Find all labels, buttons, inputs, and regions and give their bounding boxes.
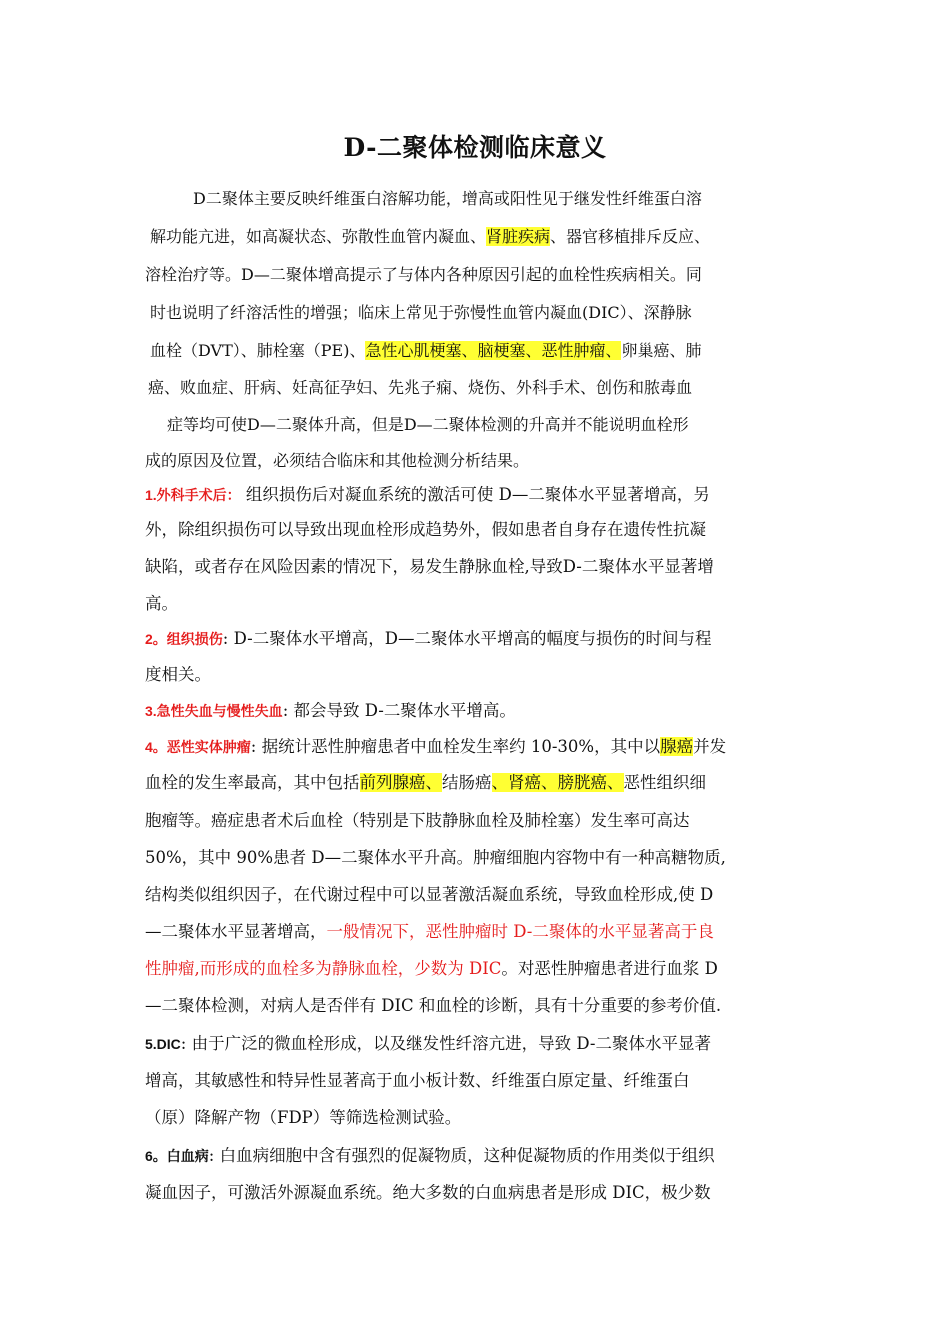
red-emphasis-2: 性肿瘤,而形成的血栓多为静脉血栓，少数为 DIC — [145, 959, 502, 978]
highlight-prostate-cancer: 前列腺癌、 — [359, 773, 442, 792]
section-1-line-3: 缺陷，或者存在风险因素的情况下，易发生静脉血栓,导致D-二聚体水平显著增 — [145, 557, 714, 576]
section-4-line-5: 结构类似组织因子，在代谢过程中可以显著激活凝血系统，导致血栓形成,使 D — [145, 885, 714, 904]
section-3-label: 3.急性失血与慢性失血 — [145, 703, 283, 719]
section-6-line-2: 凝血因子，可激活外源凝血系统。绝大多数的白血病患者是形成 DIC，极少数 — [145, 1183, 711, 1202]
intro-line-8: 成的原因及位置，必须结合临床和其他检测分析结果。 — [145, 451, 530, 470]
section-5-line-3: （原）降解产物（FDP）等筛选检测试验。 — [145, 1108, 462, 1127]
intro-line-1: D二聚体主要反映纤维蛋白溶解功能，增高或阳性见于继发性纤维蛋白溶 — [193, 189, 702, 208]
section-4-line-4: 50%，其中 90%患者 D—二聚体水平升高。肿瘤细胞内容物中有一种高糖物质, — [145, 848, 726, 867]
section-4-line-6: —二聚体水平显著增高，一般情况下，恶性肿瘤时 D-二聚体的水平显著高于良 — [145, 922, 714, 941]
intro-line-5: 血栓（DVT）、肺栓塞（PE)、急性心肌梗塞、脑梗塞、恶性肿瘤、卵巢癌、肺 — [150, 341, 702, 360]
intro-line-4: 时也说明了纤溶活性的增强；临床上常见于弥慢性血管内凝血(DIC）、深静脉 — [150, 303, 692, 322]
section-6-line-1: 6。白血病: 白血病细胞中含有强烈的促凝物质，这种促凝物质的作用类似于组织 — [145, 1146, 715, 1165]
section-4-label: 4。恶性实体肿瘤 — [145, 739, 251, 755]
section-5-label: 5.DIC — [145, 1036, 181, 1052]
section-1-label: 1.外科手术后： — [145, 487, 241, 503]
section-5-line-2: 增高，其敏感性和特异性显著高于血小板计数、纤维蛋白原定量、纤维蛋白 — [145, 1071, 690, 1090]
section-4-line-2: 血栓的发生率最高，其中包括前列腺癌、结肠癌、肾癌、膀胱癌、恶性组织细 — [145, 773, 706, 792]
highlight-diseases: 急性心肌梗塞、脑梗塞、恶性肿瘤、 — [365, 341, 622, 360]
section-4-line-1: 4。恶性实体肿瘤: 据统计恶性肿瘤患者中血栓发生率约 10-30%，其中以腺癌并发 — [145, 737, 727, 756]
section-2-line-2: 度相关。 — [145, 665, 211, 684]
section-6-label: 6。白血病 — [145, 1148, 209, 1164]
intro-line-3: 溶栓治疗等。D—二聚体增高提示了与体内各种原因引起的血栓性疾病相关。同 — [145, 265, 702, 284]
intro-line-2: 解功能亢进，如高凝状态、弥散性血管内凝血、肾脏疾病、器官移植排斥反应、 — [150, 227, 711, 246]
section-1-line-4: 高。 — [145, 594, 178, 613]
section-4-line-8: —二聚体检测，对病人是否伴有 DIC 和血栓的诊断，具有十分重要的参考价值. — [145, 996, 722, 1015]
section-4-line-3: 胞瘤等。癌症患者术后血栓（特别是下肢静脉血栓及肺栓塞）发生率可高达 — [145, 811, 690, 830]
section-2-line-1: 2。组织损伤: D-二聚体水平增高，D—二聚体水平增高的幅度与损伤的时间与程 — [145, 629, 712, 648]
section-3-line-1: 3.急性失血与慢性失血: 都会导致 D-二聚体水平增高。 — [145, 701, 516, 720]
section-1-line-2: 外，除组织损伤可以导致出现血栓形成趋势外，假如患者自身存在遗传性抗凝 — [145, 520, 706, 539]
highlight-kidney-disease: 肾脏疾病 — [486, 227, 551, 246]
section-4-line-7: 性肿瘤,而形成的血栓多为静脉血栓，少数为 DIC。对恶性肿瘤患者进行血浆 D — [145, 959, 718, 978]
intro-line-6: 癌、败血症、肝病、妊高征孕妇、先兆子痫、烧伤、外科手术、创伤和脓毒血 — [148, 378, 693, 397]
highlight-kidney-bladder-cancer: 、肾癌、膀胱癌、 — [491, 773, 624, 792]
document-title: D-二聚体检测临床意义 — [343, 133, 607, 162]
highlight-adenocarcinoma: 腺癌 — [660, 737, 694, 756]
section-5-line-1: 5.DIC: 由于广泛的微血栓形成，以及继发性纤溶亢进，导致 D-二聚体水平显著 — [145, 1034, 711, 1053]
section-2-label: 2。组织损伤 — [145, 631, 223, 647]
intro-line-7: 症等均可使D—二聚体升高，但是D—二聚体检测的升高并不能说明血栓形 — [167, 415, 689, 434]
section-1-line-1: 1.外科手术后： 组织损伤后对凝血系统的激活可使 D—二聚体水平显著增高，另 — [145, 485, 710, 504]
red-emphasis-1: 一般情况下，恶性肿瘤时 D-二聚体的水平显著高于良 — [326, 922, 714, 941]
